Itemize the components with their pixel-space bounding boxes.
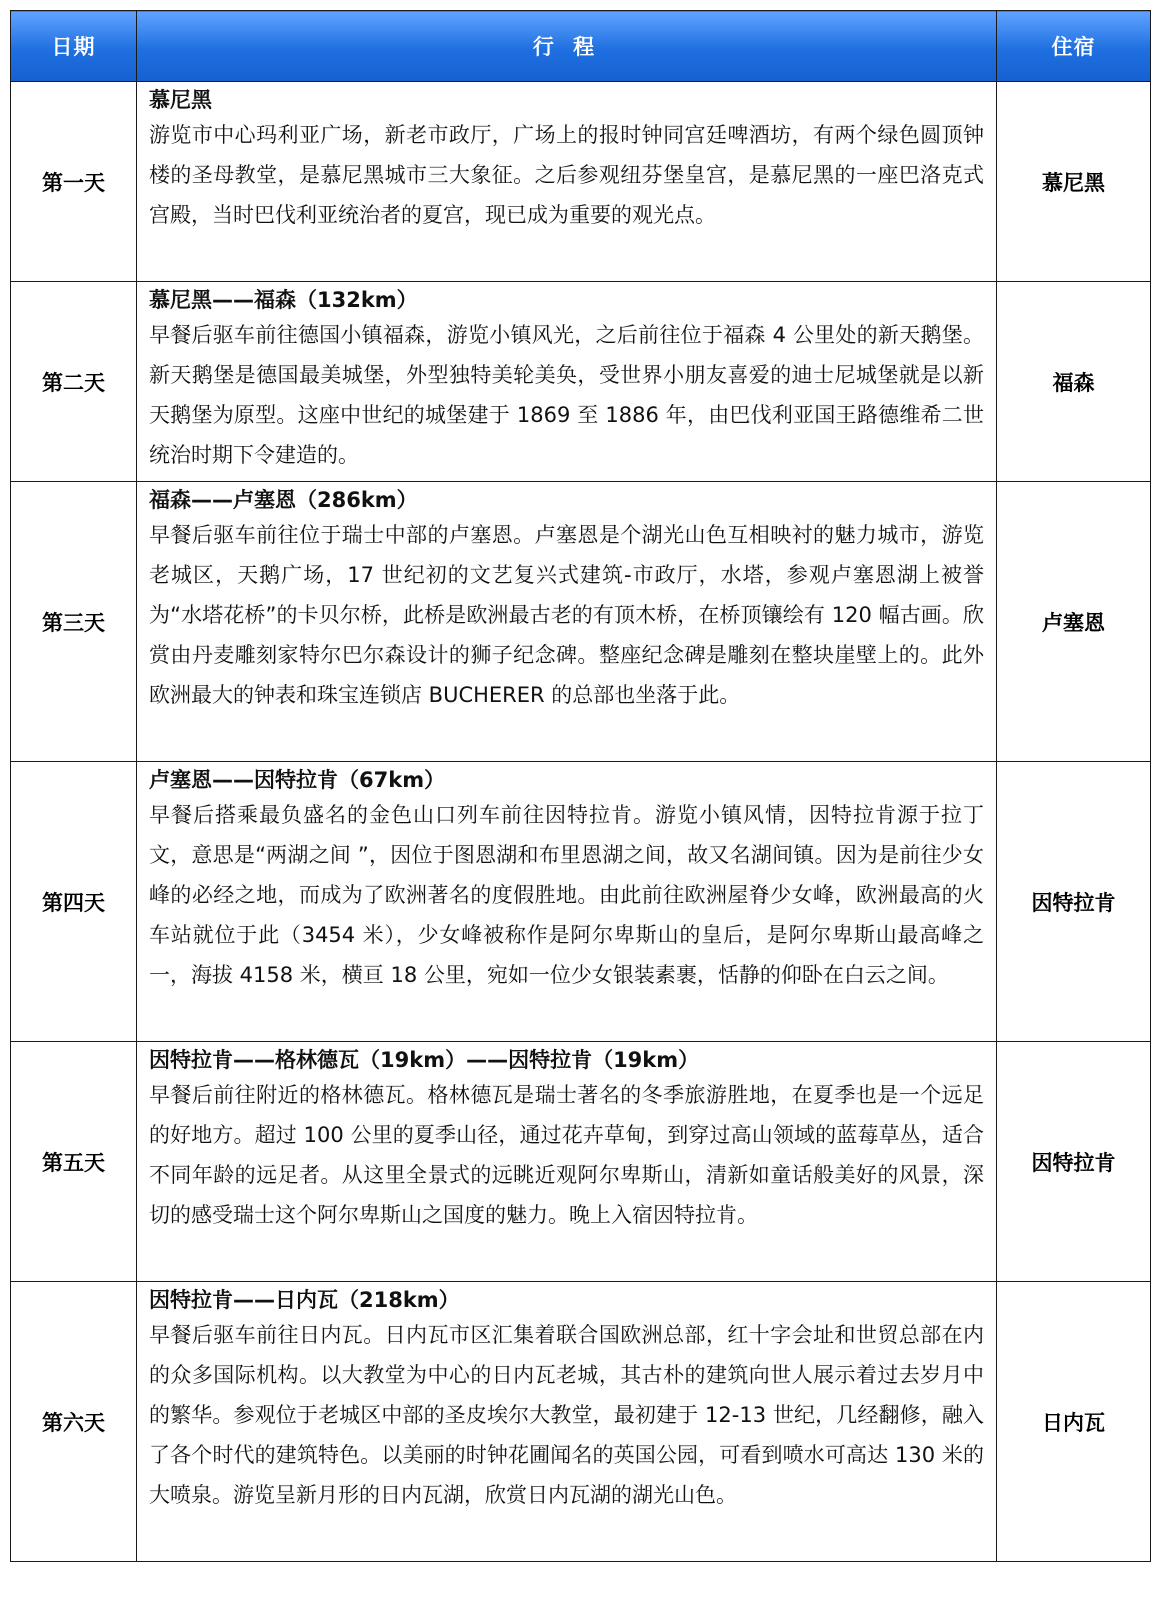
route-title: 卢塞恩——因特拉肯（67km） [149,768,446,792]
route-title: 慕尼黑 [149,88,212,112]
day-cell: 第四天 [11,762,137,1042]
day-cell: 第一天 [11,82,137,282]
day-cell: 第二天 [11,282,137,482]
itinerary-cell [137,82,997,282]
stay-cell: 因特拉肯 [997,762,1151,1042]
table-row [11,1282,1151,1562]
table-row [11,482,1151,762]
route-description: 游览市中心玛利亚广场，新老市政厅，广场上的报时钟同宫廷啤酒坊，有两个绿色圆顶钟楼的圣母教堂，是慕尼黑城市三大象征。之后参观纽芬堡皇宫，是慕尼黑的一座巴洛克式宫殿，当时巴伐利亚统治者的夏宫，现已成为重要的观光点。 [149,123,984,227]
stay-cell: 慕尼黑 [997,82,1151,282]
stay-cell: 卢塞恩 [997,482,1151,762]
route-title: 因特拉肯——日内瓦（218km） [149,1288,460,1312]
itinerary-cell [137,282,997,482]
route-title: 福森——卢塞恩（286km） [149,488,418,512]
route-description: 早餐后驱车前往日内瓦。日内瓦市区汇集着联合国欧洲总部，红十字会址和世贸总部在内的众多国际机构。以大教堂为中心的日内瓦老城，其古朴的建筑向世人展示着过去岁月中的繁华。参观位于老城区中部的圣皮埃尔大教堂，最初建于 12-13 世纪，几经翻修，融入了各个时代的建筑特色。以美丽的时钟花圃闻名的英国公园，可看到喷水可高达 130 米的大喷泉。游览呈新月形的日内瓦湖，欣赏日内瓦湖的湖光山色。 [149,1323,984,1507]
stay-cell: 日内瓦 [997,1282,1151,1562]
route-description: 早餐后搭乘最负盛名的金色山口列车前往因特拉肯。游览小镇风情，因特拉肯源于拉丁文，意思是“两湖之间 ”，因位于图恩湖和布里恩湖之间，故又名湖间镇。因为是前往少女峰的必经之地，而成为了欧洲著名的度假胜地。由此前往欧洲屋脊少女峰，欧洲最高的火车站就位于此（3454 米），少女峰被称作是阿尔卑斯山的皇后，是阿尔卑斯山最高峰之一，海拔 4158 米，横亘 18 公里，宛如一位少女银装素裹，恬静的仰卧在白云之间。 [149,803,984,987]
table-header-row [11,11,1151,82]
route-description: 早餐后驱车前往位于瑞士中部的卢塞恩。卢塞恩是个湖光山色互相映衬的魅力城市，游览老城区，天鹅广场，17 世纪初的文艺复兴式建筑-市政厅，水塔，参观卢塞恩湖上被誉为“水塔花桥”的卡贝尔桥，此桥是欧洲最古老的有顶木桥，在桥顶镶绘有 120 幅古画。欣赏由丹麦雕刻家特尔巴尔森设计的狮子纪念碑。整座纪念碑是雕刻在整块崖壁上的。此外欧洲最大的钟表和珠宝连锁店 BUCHERER 的总部也坐落于此。 [149,523,984,707]
itinerary-table [10,10,1151,1562]
header-stay: 住宿 [997,11,1151,82]
table-row [11,82,1151,282]
itinerary-cell [137,1042,997,1282]
table-row [11,1042,1151,1282]
route-title: 因特拉肯——格林德瓦（19km）——因特拉肯（19km） [149,1048,700,1072]
itinerary-cell [137,1282,997,1562]
itinerary-cell [137,482,997,762]
table-row [11,762,1151,1042]
stay-cell: 因特拉肯 [997,1042,1151,1282]
table-row [11,282,1151,482]
day-cell: 第三天 [11,482,137,762]
route-title: 慕尼黑——福森（132km） [149,288,418,312]
stay-cell: 福森 [997,282,1151,482]
day-cell: 第六天 [11,1282,137,1562]
day-cell: 第五天 [11,1042,137,1282]
header-itinerary: 行 程 [137,11,997,82]
header-day: 日期 [11,11,137,82]
route-description: 早餐后驱车前往德国小镇福森，游览小镇风光，之后前往位于福森 4 公里处的新天鹅堡。新天鹅堡是德国最美城堡，外型独特美轮美奂，受世界小朋友喜爱的迪士尼城堡就是以新天鹅堡为原型。这座中世纪的城堡建于 1869 至 1886 年，由巴伐利亚国王路德维希二世统治时期下令建造的。 [149,323,984,467]
itinerary-cell [137,762,997,1042]
route-description: 早餐后前往附近的格林德瓦。格林德瓦是瑞士著名的冬季旅游胜地，在夏季也是一个远足的好地方。超过 100 公里的夏季山径，通过花卉草甸，到穿过高山领域的蓝莓草丛，适合不同年龄的远足者。从这里全景式的远眺近观阿尔卑斯山，清新如童话般美好的风景，深切的感受瑞士这个阿尔卑斯山之国度的魅力。晚上入宿因特拉肯。 [149,1083,984,1227]
